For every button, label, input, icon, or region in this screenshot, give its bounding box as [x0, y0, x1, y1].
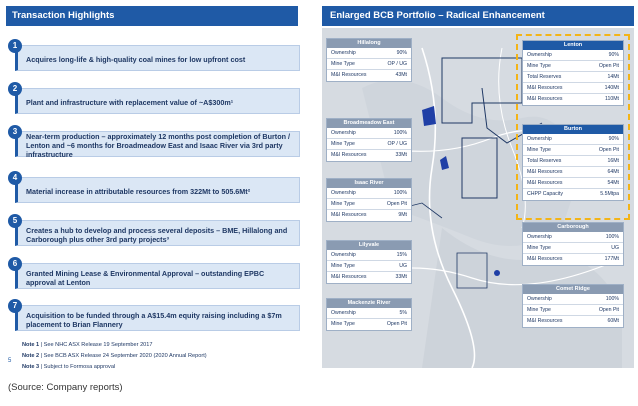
highlight-text: Acquisition to be funded through a A$15.4m equity raising including a $7m placement to Brian Flannery: [15, 305, 300, 331]
deposit-card-row: [523, 243, 623, 254]
deposit-card-title: Burton: [523, 125, 623, 134]
deposit-card-row: [327, 199, 411, 210]
highlight-item-3: [8, 122, 300, 159]
highlight-number-badge: 4: [8, 171, 22, 185]
highlight-number-badge: 1: [8, 39, 22, 53]
row-label: M&I Resources: [527, 169, 563, 175]
row-value: 16Mt: [607, 158, 619, 164]
deposit-card-hillalong: [326, 38, 412, 82]
row-value: 9Mt: [398, 212, 407, 218]
row-label: Mine Type: [527, 307, 551, 313]
deposit-card-row: [327, 139, 411, 150]
deposit-card-row: [327, 150, 411, 161]
highlight-item-1: [8, 36, 300, 70]
deposit-card-carborough: [522, 222, 624, 266]
deposit-card-row: [327, 319, 411, 330]
row-label: Ownership: [331, 252, 356, 258]
deposit-card-title: Broadmeadow East: [327, 119, 411, 128]
deposit-card-title: Carborough: [523, 223, 623, 232]
deposit-card-comet: [522, 284, 624, 328]
row-value: OP / UG: [387, 141, 407, 147]
deposit-card-row: [523, 232, 623, 243]
row-value: 60Mt: [607, 318, 619, 324]
row-value: Open Pit: [386, 201, 407, 207]
row-value: 100%: [605, 296, 619, 302]
deposit-card-row: [523, 294, 623, 305]
row-label: M&I Resources: [331, 274, 367, 280]
deposit-card-row: [327, 308, 411, 319]
highlight-item-4: [8, 168, 300, 202]
row-value: Open Pit: [598, 147, 619, 153]
deposit-card-row: [327, 272, 411, 283]
page-number: 5: [8, 358, 12, 364]
deposit-card-isaac: [326, 178, 412, 222]
row-label: Mine Type: [331, 61, 355, 67]
row-label: Ownership: [331, 190, 356, 196]
deposit-card-title: Mackenzie River: [327, 299, 411, 308]
row-value: 15%: [396, 252, 407, 258]
highlight-number-badge: 6: [8, 257, 22, 271]
row-value: 14Mt: [607, 74, 619, 80]
row-label: Mine Type: [527, 245, 551, 251]
deposit-card-broadmeadow: [326, 118, 412, 162]
row-label: Ownership: [331, 130, 356, 136]
deposit-card-title: Lenton: [523, 41, 623, 50]
row-value: 33Mt: [395, 152, 407, 158]
note-1: Note 1 | See NHC ASX Release 19 September 2017: [22, 342, 153, 348]
deposit-card-row: [523, 305, 623, 316]
row-label: Mine Type: [331, 321, 355, 327]
row-label: Total Reserves: [527, 74, 562, 80]
row-value: 64Mt: [607, 169, 619, 175]
row-value: 100%: [393, 190, 407, 196]
deposit-card-row: [327, 59, 411, 70]
deposit-card-row: [327, 261, 411, 272]
row-value: 33Mt: [395, 274, 407, 280]
row-value: 90%: [396, 50, 407, 56]
row-label: M&I Resources: [527, 96, 563, 102]
row-value: 177Mt: [604, 256, 619, 262]
portfolio-header: Enlarged BCB Portfolio – Radical Enhancement: [322, 6, 634, 26]
row-label: Ownership: [527, 296, 552, 302]
row-value: 54Mt: [607, 180, 619, 186]
row-value: 5.5Mtpa: [600, 191, 619, 197]
row-label: Ownership: [527, 136, 552, 142]
highlight-item-6: [8, 254, 300, 288]
row-value: 100%: [605, 234, 619, 240]
deposit-card-row: [327, 188, 411, 199]
row-label: Ownership: [331, 310, 356, 316]
highlight-text: Acquires long-life & high-quality coal mines for low upfront cost: [15, 45, 300, 71]
highlight-text: Near-term production – approximately 12 months post completion of Burton / Lenton and ~6 months for Broadmeadow East and Isaac River via 3rd party infrastructure: [15, 131, 300, 157]
highlight-text: Plant and infrastructure with replacement value of ~A$300m¹: [15, 88, 300, 114]
highlight-text: Material increase in attributable resources from 322Mt to 505.6Mt²: [15, 177, 300, 203]
note-2: Note 2 | See BCB ASX Release 24 September 2020 (2020 Annual Report): [22, 353, 207, 359]
row-value: 100%: [393, 130, 407, 136]
row-label: M&I Resources: [527, 318, 563, 324]
highlight-item-5: [8, 211, 300, 245]
row-label: Mine Type: [527, 63, 551, 69]
row-value: OP / UG: [387, 61, 407, 67]
deposit-card-title: Hillalong: [327, 39, 411, 48]
deposit-card-row: [523, 254, 623, 265]
row-label: Total Reserves: [527, 158, 562, 164]
highlight-number-badge: 5: [8, 214, 22, 228]
highlight-text: Creates a hub to develop and process several deposits – BME, Hillalong and Carborough plus other 3rd party projects³: [15, 220, 300, 246]
portfolio-map: [322, 28, 634, 368]
deposit-card-row: [327, 128, 411, 139]
deposit-card-title: Comet Ridge: [523, 285, 623, 294]
highlight-number-badge: 7: [8, 299, 22, 313]
row-value: 43Mt: [395, 72, 407, 78]
row-label: CHPP Capacity: [527, 191, 563, 197]
row-value: 90%: [608, 52, 619, 58]
highlight-number-badge: 3: [8, 125, 22, 139]
row-label: Ownership: [527, 52, 552, 58]
highlight-text: Granted Mining Lease & Environmental Approval – outstanding EPBC approval at Lenton: [15, 263, 300, 289]
row-label: Mine Type: [331, 201, 355, 207]
lenton-burton-highlight-outline: [516, 34, 630, 220]
row-label: M&I Resources: [527, 256, 563, 262]
notes: [22, 340, 207, 373]
highlight-item-7: [8, 296, 300, 330]
row-value: UG: [611, 245, 619, 251]
highlight-item-2: [8, 79, 300, 113]
row-label: Ownership: [527, 234, 552, 240]
row-value: Open Pit: [598, 307, 619, 313]
note-3: Note 3 | Subject to Formosa approval: [22, 364, 116, 370]
row-label: M&I Resources: [331, 72, 367, 78]
deposit-card-lilyvale: [326, 240, 412, 284]
row-value: 90%: [608, 136, 619, 142]
row-label: Mine Type: [331, 141, 355, 147]
row-label: M&I Resources: [527, 85, 563, 91]
row-label: Mine Type: [527, 147, 551, 153]
row-label: M&I Resources: [527, 180, 563, 186]
deposit-card-row: [327, 70, 411, 81]
transaction-highlights-header: Transaction Highlights: [6, 6, 298, 26]
row-value: 110Mt: [604, 96, 619, 102]
row-label: Mine Type: [331, 263, 355, 269]
row-label: M&I Resources: [331, 152, 367, 158]
deposit-card-row: [327, 210, 411, 221]
highlight-number-badge: 2: [8, 82, 22, 96]
row-label: Ownership: [331, 50, 356, 56]
deposit-card-row: [327, 48, 411, 59]
row-label: M&I Resources: [331, 212, 367, 218]
row-value: UG: [399, 263, 407, 269]
deposit-card-mackenzie: [326, 298, 412, 331]
row-value: Open Pit: [386, 321, 407, 327]
row-value: Open Pit: [598, 63, 619, 69]
row-value: 5%: [399, 310, 407, 316]
deposit-card-title: Lilyvale: [327, 241, 411, 250]
row-value: 140Mt: [604, 85, 619, 91]
deposit-card-title: Isaac River: [327, 179, 411, 188]
deposit-card-row: [327, 250, 411, 261]
deposit-card-row: [523, 316, 623, 327]
source-caption: (Source: Company reports): [8, 382, 123, 393]
